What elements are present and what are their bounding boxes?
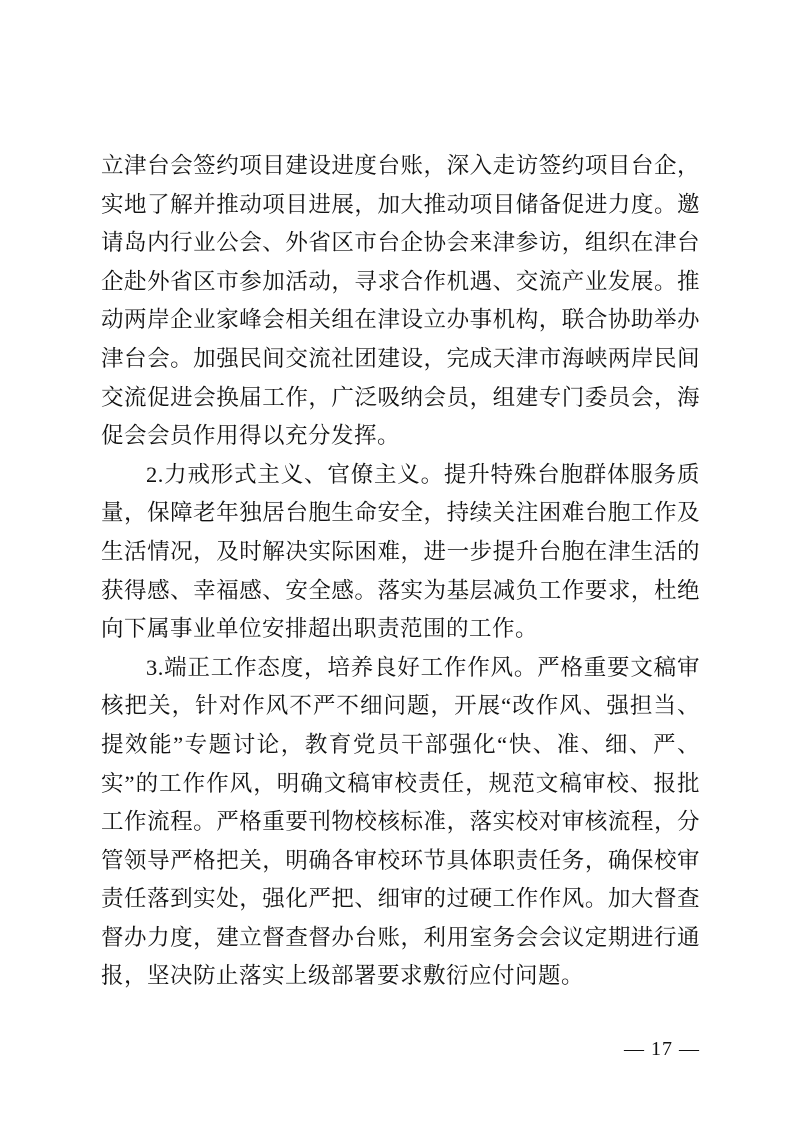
text-line: 实地了解并推动项目进展，加大推动项目储备促进力度。邀 xyxy=(101,191,700,217)
text-line: 请岛内行业公会、外省区市台企协会来津参访，组织在津台 xyxy=(101,230,700,256)
text-line: 3.端正工作态度，培养良好工作作风。严格重要文稿审 xyxy=(146,654,700,680)
text-line: 促会会员作用得以充分发挥。 xyxy=(101,423,401,449)
paragraph xyxy=(101,456,700,649)
text-line: 立津台会签约项目建设进度台账，深入走访签约项目台企， xyxy=(101,153,700,178)
document-body xyxy=(101,147,700,996)
text-line: 津台会。加强民间交流社团建设，完成天津市海峡两岸民间 xyxy=(101,345,700,371)
text-line: 责任落到实处，强化严把、细审的过硬工作作风。加大督查 xyxy=(101,886,700,912)
text-line: 管领导严格把关，明确各审校环节具体职责任务，确保校审 xyxy=(101,847,700,873)
text-line: 动两岸企业家峰会相关组在津设立办事机构，联合协助举办 xyxy=(101,307,700,333)
text-line: 向下属事业单位安排超出职责范围的工作。 xyxy=(101,616,539,642)
text-line: 报，坚决防止落实上级部署要求敷衍应付问题。 xyxy=(101,963,585,989)
page-number: — 17 — xyxy=(624,1038,700,1060)
text-line: 实”的工作作风，明确文稿审校责任，规范文稿审校、报批 xyxy=(101,770,700,796)
paragraph xyxy=(101,147,700,456)
text-line: 提效能”专题讨论，教育党员干部强化“快、准、细、严、 xyxy=(101,731,700,757)
text-line: 企赴外省区市参加活动，寻求合作机遇、交流产业发展。推 xyxy=(101,268,700,294)
page-footer xyxy=(101,1036,700,1062)
text-line: 2.力戒形式主义、官僚主义。提升特殊台胞群体服务质 xyxy=(146,461,700,487)
text-line: 工作流程。严格重要刊物校核标准，落实校对审核流程，分 xyxy=(101,809,700,835)
text-line: 量，保障老年独居台胞生命安全，持续关注困难台胞工作及 xyxy=(101,500,700,526)
text-line: 交流促进会换届工作，广泛吸纳会员，组建专门委员会，海 xyxy=(101,384,700,410)
text-line: 督办力度，建立督查督办台账，利用室务会会议定期进行通 xyxy=(101,924,700,950)
text-line: 获得感、幸福感、安全感。落实为基层减负工作要求，杜绝 xyxy=(101,577,700,603)
text-line: 生活情况，及时解决实际困难，进一步提升台胞在津生活的 xyxy=(101,538,700,564)
paragraph xyxy=(101,649,700,996)
text-line: 核把关，针对作风不严不细问题，开展“改作风、强担当、 xyxy=(101,693,700,719)
